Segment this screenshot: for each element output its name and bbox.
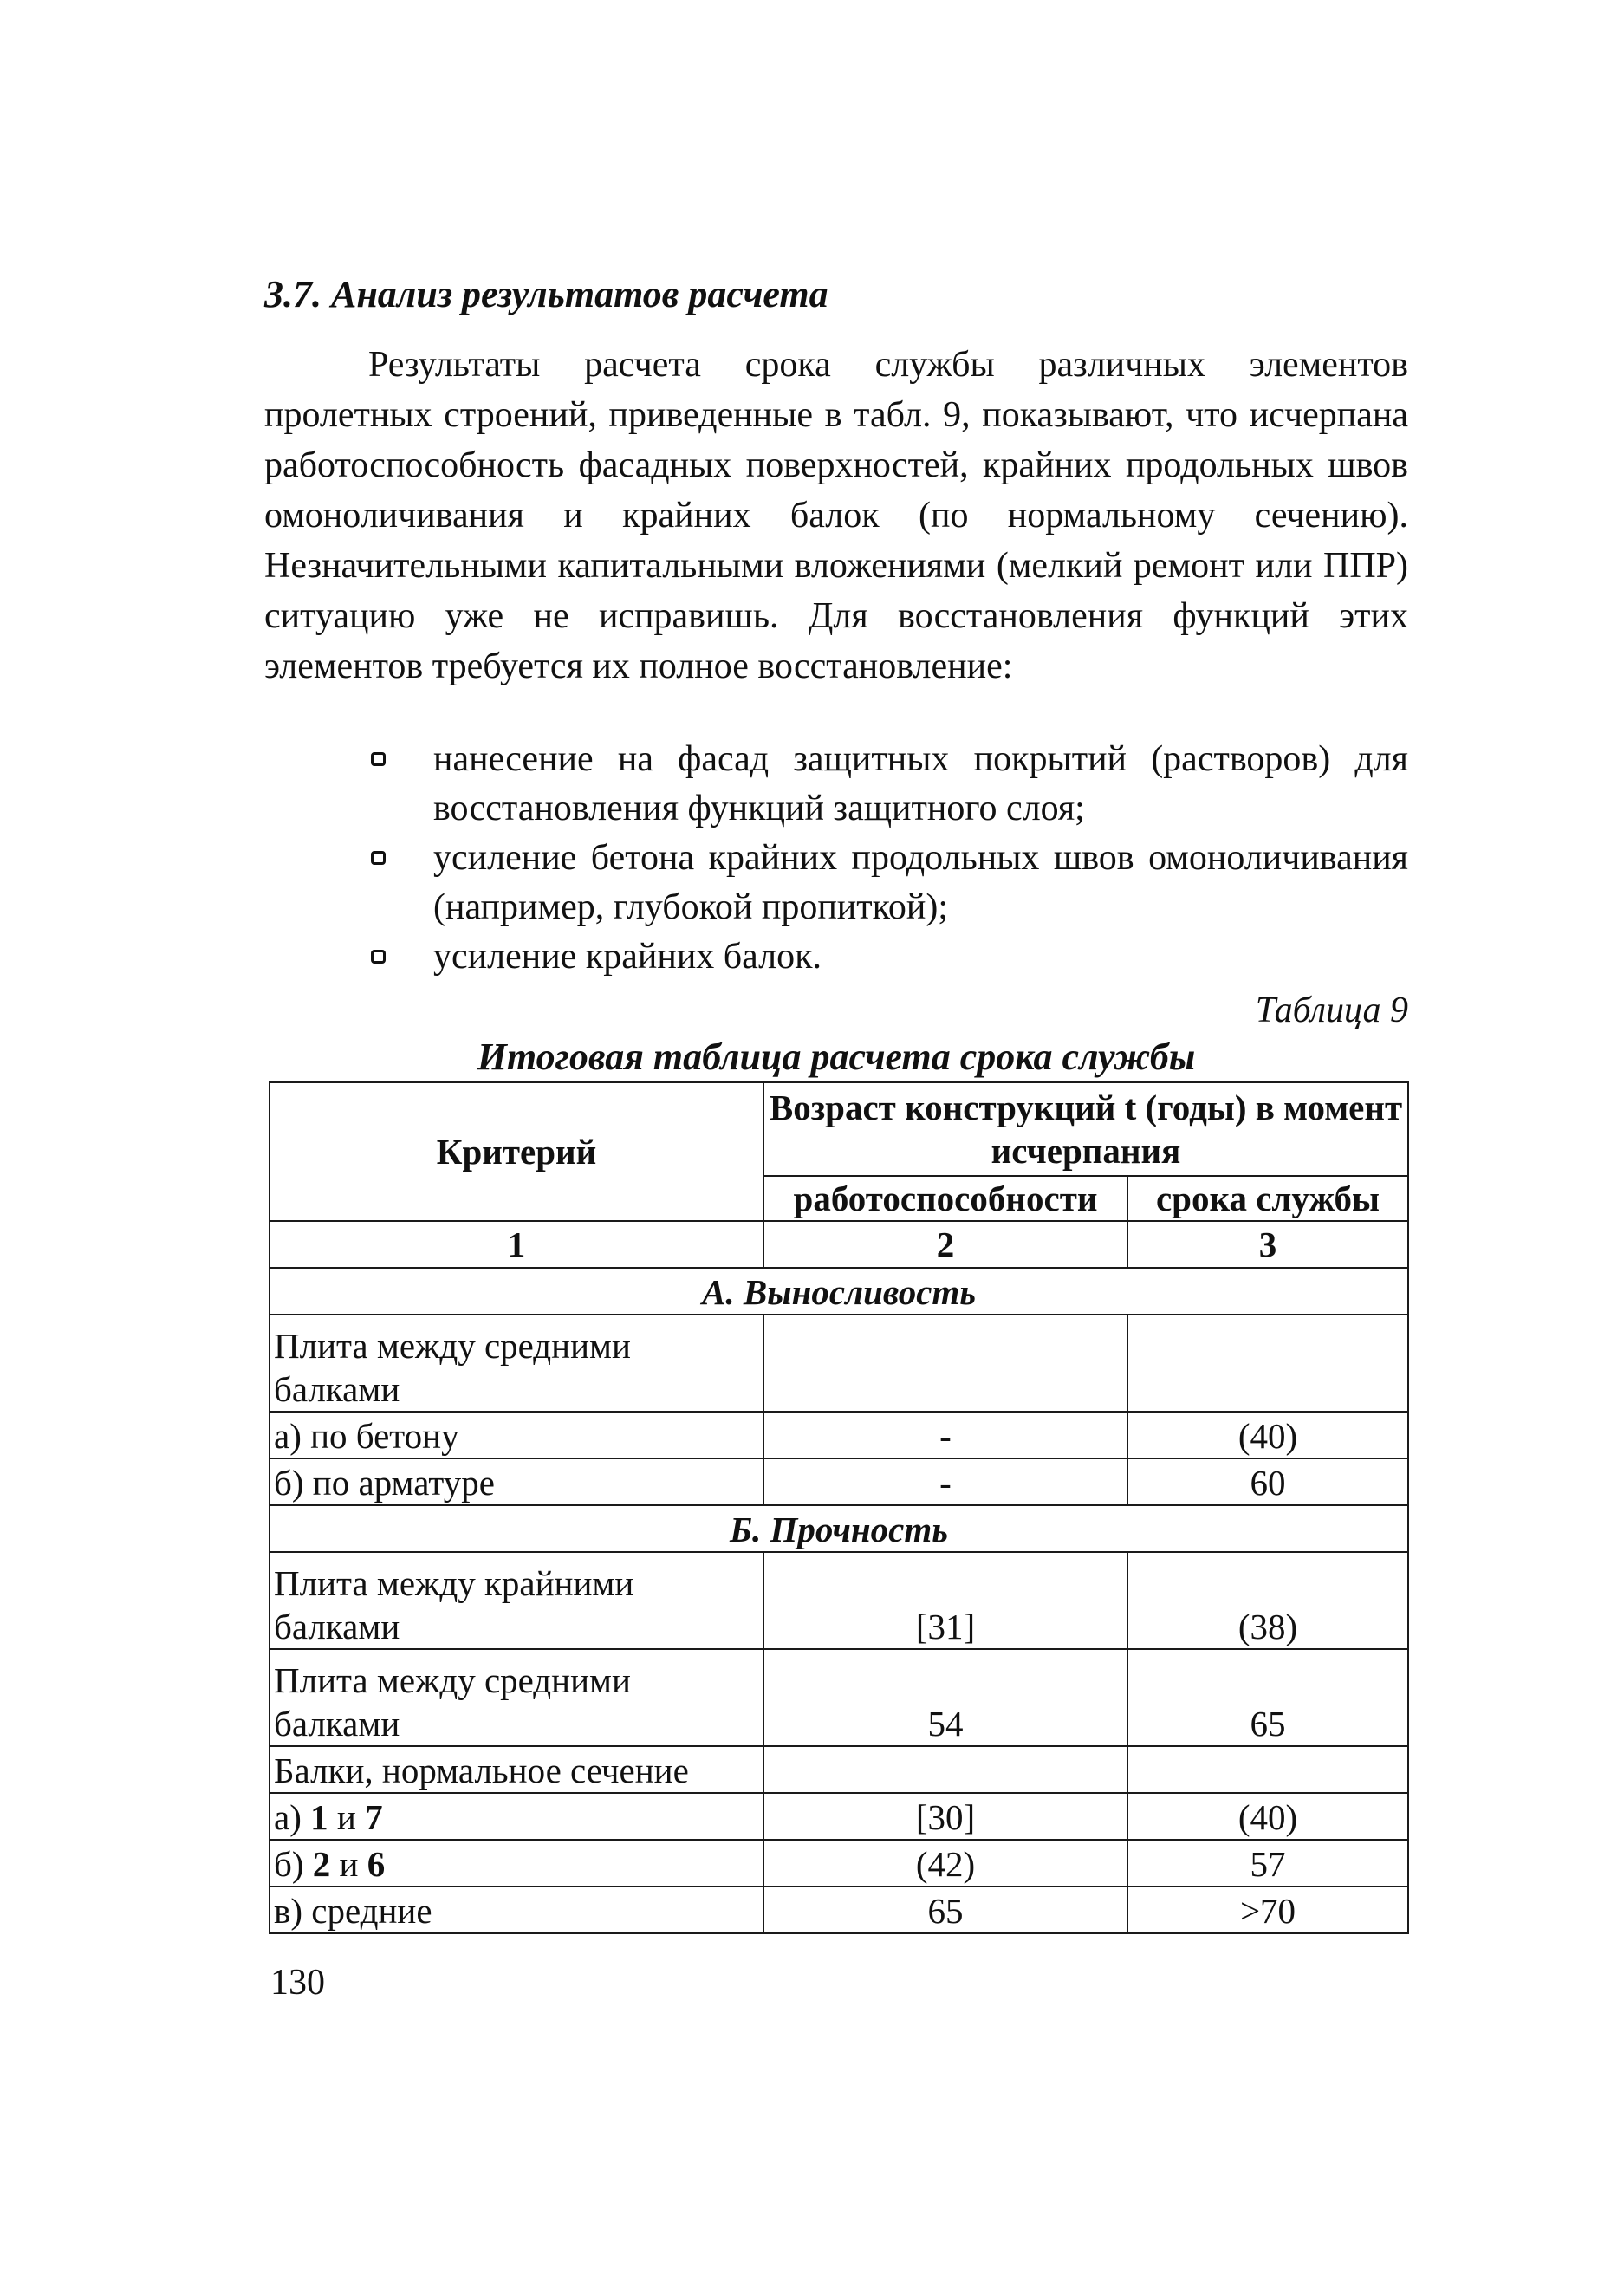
value-cell [763, 1746, 1127, 1793]
value-cell: 65 [1127, 1649, 1408, 1746]
checkbox-bullet-icon [371, 752, 386, 766]
table-row [270, 1458, 1408, 1505]
bullet-text: нанесение на фасад защитных покрытий (растворов) для восстановления функций защитного слоя; [433, 739, 1408, 828]
value-cell: 60 [1127, 1458, 1408, 1505]
column-number-row [270, 1221, 1408, 1268]
value-cell: (40) [1127, 1412, 1408, 1458]
column-number: 2 [763, 1221, 1127, 1268]
criterion-cell: б) по арматуре [270, 1458, 763, 1505]
beam-number: 2 [312, 1844, 331, 1884]
criterion-prefix: б) [274, 1844, 313, 1884]
header-criterion: Критерий [270, 1082, 763, 1221]
table-row [270, 1887, 1408, 1933]
value-cell: - [763, 1458, 1127, 1505]
value-cell: [30] [763, 1793, 1127, 1840]
criterion-cell [270, 1793, 763, 1840]
beam-number: 6 [367, 1844, 386, 1884]
section-title: А. Выносливость [270, 1268, 1408, 1315]
value-cell [763, 1315, 1127, 1412]
column-number: 1 [270, 1221, 763, 1268]
checkbox-bullet-icon [371, 950, 386, 964]
criterion-cell [270, 1840, 763, 1887]
table-section-row [270, 1505, 1408, 1552]
section-title: Б. Прочность [270, 1505, 1408, 1552]
value-cell: (42) [763, 1840, 1127, 1887]
header-workability: работоспособности [763, 1176, 1127, 1221]
header-age-group: Возраст конструкций t (годы) в момент исчерпания [763, 1082, 1408, 1176]
bullet-item [364, 834, 1408, 932]
value-cell: 65 [763, 1887, 1127, 1933]
table-title: Итоговая таблица расчета срока службы [477, 1036, 1196, 1078]
criterion-cell: Плита между средними балками [270, 1649, 763, 1746]
results-table [269, 1081, 1409, 1934]
bullet-text: усиление бетона крайних продольных швов омоноличивания (например, глубокой пропиткой); [433, 838, 1408, 927]
bullet-list [364, 735, 1408, 982]
criterion-cell: в) средние [270, 1887, 763, 1933]
criterion-cell: а) по бетону [270, 1412, 763, 1458]
value-cell: 57 [1127, 1840, 1408, 1887]
value-cell: (40) [1127, 1793, 1408, 1840]
header-service-life: срока службы [1127, 1176, 1408, 1221]
body-paragraph: Результаты расчета срока службы различных элементов пролетных строений, приведенные в табл. 9, показывают, что исчерпана работоспособность фасадных поверхностей, крайних продольных швов омоноличивания и крайних балок (по нормальному сечению). Незначительными капитальными вложениями (мелкий ремонт или ППР) ситуацию уже не исправишь. Для восстановления функций этих элементов требуется их полное восстановление: [264, 345, 1408, 686]
section-heading: 3.7. Анализ результатов расчета [264, 273, 828, 315]
bullet-item [364, 735, 1408, 834]
value-cell [1127, 1315, 1408, 1412]
bullet-text: усиление крайних балок. [433, 937, 822, 977]
criterion-cell: Балки, нормальное сечение [270, 1746, 763, 1793]
table-number: Таблица 9 [1255, 990, 1408, 1030]
criterion-cell: Плита между крайними балками [270, 1552, 763, 1649]
value-cell: [31] [763, 1552, 1127, 1649]
criterion-conjunction: и [330, 1844, 367, 1884]
page-number: 130 [270, 1963, 325, 2003]
table-header-row [270, 1082, 1408, 1176]
value-cell: (38) [1127, 1552, 1408, 1649]
bullet-item [364, 932, 1408, 982]
table-row [270, 1649, 1408, 1746]
table-row [270, 1412, 1408, 1458]
table-row [270, 1793, 1408, 1840]
table-row [270, 1552, 1408, 1649]
table-row [270, 1315, 1408, 1412]
table-row [270, 1746, 1408, 1793]
criterion-cell: Плита между средними балками [270, 1315, 763, 1412]
table-section-row [270, 1268, 1408, 1315]
beam-number: 1 [310, 1797, 328, 1837]
value-cell: >70 [1127, 1887, 1408, 1933]
value-cell [1127, 1746, 1408, 1793]
table-row [270, 1840, 1408, 1887]
checkbox-bullet-icon [371, 851, 386, 865]
column-number: 3 [1127, 1221, 1408, 1268]
value-cell: - [763, 1412, 1127, 1458]
beam-number: 7 [365, 1797, 383, 1837]
criterion-conjunction: и [328, 1797, 366, 1837]
value-cell: 54 [763, 1649, 1127, 1746]
criterion-prefix: а) [274, 1797, 311, 1837]
